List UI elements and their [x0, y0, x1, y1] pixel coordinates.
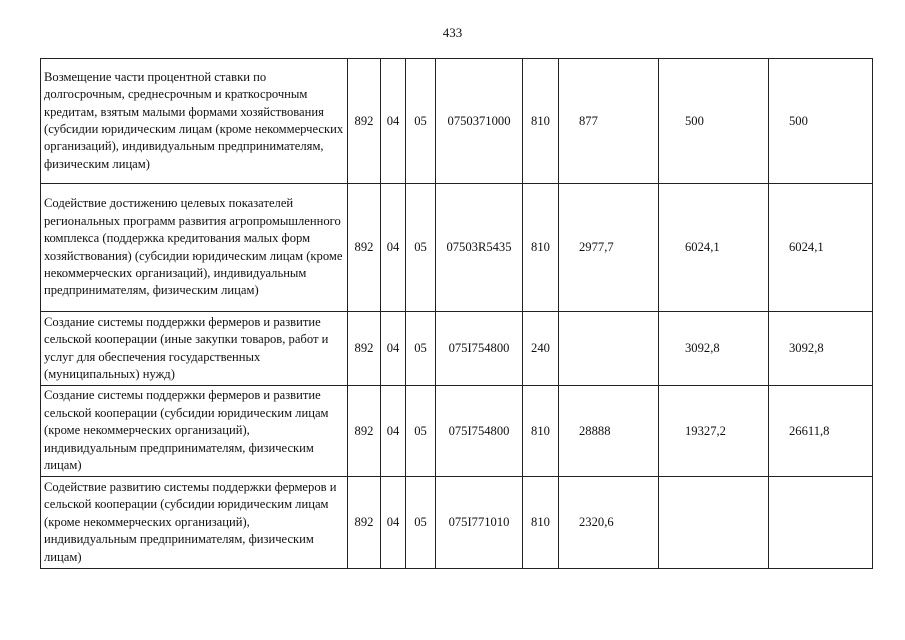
expense-type-cell: 240 — [523, 312, 559, 386]
section-code-cell: 04 — [381, 59, 406, 184]
amount-year2-cell — [659, 477, 769, 569]
amount-year1-cell: 877 — [559, 59, 659, 184]
amount-year3-cell: 500 — [769, 59, 873, 184]
expense-type-cell: 810 — [523, 59, 559, 184]
ministry-code-cell: 892 — [348, 184, 381, 312]
amount-year2-cell: 19327,2 — [659, 386, 769, 477]
table-row — [41, 184, 873, 312]
budget-table — [40, 58, 873, 569]
ministry-code-cell: 892 — [348, 59, 381, 184]
amount-year3-cell: 3092,8 — [769, 312, 873, 386]
amount-year1-cell: 2977,7 — [559, 184, 659, 312]
table-row — [41, 312, 873, 386]
ministry-code-cell: 892 — [348, 386, 381, 477]
page-number: 433 — [442, 25, 463, 40]
target-article-cell: 0750371000 — [436, 59, 523, 184]
amount-year3-cell: 26611,8 — [769, 386, 873, 477]
subsection-code-cell: 05 — [406, 184, 436, 312]
amount-year1-cell — [559, 312, 659, 386]
target-article-cell: 075I754800 — [436, 312, 523, 386]
target-article-cell: 075I771010 — [436, 477, 523, 569]
amount-year2-cell: 6024,1 — [659, 184, 769, 312]
description-cell: Возмещение части процентной ставки по долгосрочным, среднесрочным и краткосрочным кредитам, взятым малыми формами хозяйствования (субсидии юридическим лицам (кроме некоммерческих организаций), индивидуальным предпринимателям, физическим лицам) — [41, 59, 348, 184]
description-cell: Содействие развитию системы поддержки фермеров и сельской кооперации (субсидии юридическим лицам (кроме некоммерческих организаций), индивидуальным предпринимателям, физическим лицам) — [41, 477, 348, 569]
description-cell: Содействие достижению целевых показателей региональных программ развития агропромышленного комплекса (поддержка кредитования малых форм хозяйствования) (субсидии юридическим лицам (кроме некоммерческих организаций), индивидуальным предпринимателям, физическим лицам) — [41, 184, 348, 312]
subsection-code-cell: 05 — [406, 312, 436, 386]
expense-type-cell: 810 — [523, 184, 559, 312]
amount-year1-cell: 28888 — [559, 386, 659, 477]
target-article-cell: 07503R5435 — [436, 184, 523, 312]
amount-year2-cell: 500 — [659, 59, 769, 184]
section-code-cell: 04 — [381, 312, 406, 386]
amount-year3-cell: 6024,1 — [769, 184, 873, 312]
subsection-code-cell: 05 — [406, 477, 436, 569]
amount-year1-cell: 2320,6 — [559, 477, 659, 569]
amount-year3-cell — [769, 477, 873, 569]
table-row — [41, 386, 873, 477]
ministry-code-cell: 892 — [348, 312, 381, 386]
table-row — [41, 477, 873, 569]
table-row — [41, 59, 873, 184]
description-cell: Создание системы поддержки фермеров и развитие сельской кооперации (субсидии юридическим лицам (кроме некоммерческих организаций), индивидуальным предпринимателям, физическим лицам) — [41, 386, 348, 477]
description-cell: Создание системы поддержки фермеров и развитие сельской кооперации (иные закупки товаров, работ и услуг для обеспечения государственных (муниципальных) нужд) — [41, 312, 348, 386]
subsection-code-cell: 05 — [406, 386, 436, 477]
ministry-code-cell: 892 — [348, 477, 381, 569]
subsection-code-cell: 05 — [406, 59, 436, 184]
section-code-cell: 04 — [381, 184, 406, 312]
amount-year2-cell: 3092,8 — [659, 312, 769, 386]
expense-type-cell: 810 — [523, 386, 559, 477]
expense-type-cell: 810 — [523, 477, 559, 569]
section-code-cell: 04 — [381, 477, 406, 569]
target-article-cell: 075I754800 — [436, 386, 523, 477]
section-code-cell: 04 — [381, 386, 406, 477]
